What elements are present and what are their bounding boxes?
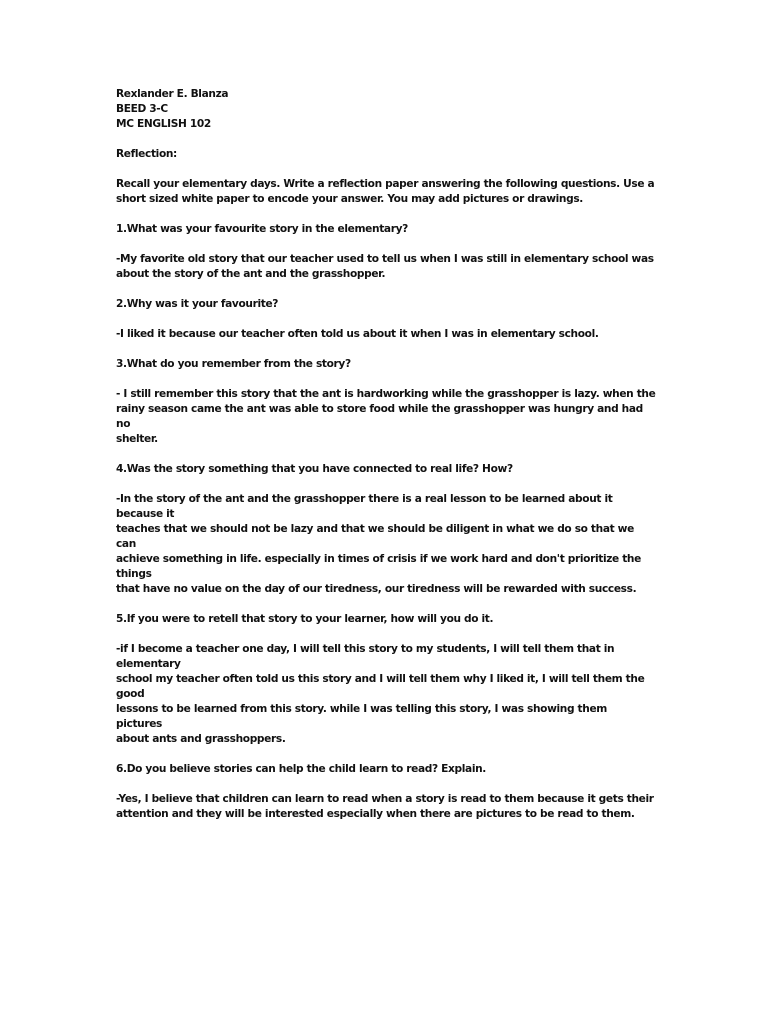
question-1: 1.What was your favourite story in the elementary?	[116, 223, 408, 235]
instructions-line: short sized white paper to encode your answer. You may add pictures or drawings.	[116, 193, 583, 205]
answer-6-line: -Yes, I believe that children can learn to read when a story is read to them because it gets their	[116, 793, 654, 805]
answer-2-line: -I liked it because our teacher often told us about it when I was in elementary school.	[116, 328, 599, 340]
document-heading: Reflection:	[116, 148, 177, 160]
answer-4-line: achieve something in life. especially in times of crisis if we work hard and don't prioritize the things	[116, 553, 641, 580]
answer-5-line: -if I become a teacher one day, I will tell this story to my students, I will tell them that in elementary	[116, 643, 615, 670]
answer-4-line: that have no value on the day of our tiredness, our tiredness will be rewarded with success.	[116, 583, 637, 595]
question-2: 2.Why was it your favourite?	[116, 298, 279, 310]
question-6: 6.Do you believe stories can help the child learn to read? Explain.	[116, 763, 486, 775]
answer-6-line: attention and they will be interested especially when there are pictures to be read to them.	[116, 808, 635, 820]
question-3: 3.What do you remember from the story?	[116, 358, 351, 370]
answer-4-line: -In the story of the ant and the grasshopper there is a real lesson to be learned about it because it	[116, 493, 613, 520]
answer-3-line: - I still remember this story that the ant is hardworking while the grasshopper is lazy. when the	[116, 388, 656, 400]
answer-5-line: school my teacher often told us this story and I will tell them why I liked it, I will tell them the good	[116, 673, 645, 700]
question-5: 5.If you were to retell that story to your learner, how will you do it.	[116, 613, 494, 625]
answer-4-line: teaches that we should not be lazy and that we should be diligent in what we do so that we can	[116, 523, 634, 550]
answer-3-line: shelter.	[116, 433, 158, 445]
answer-5-line: lessons to be learned from this story. while I was telling this story, I was showing them pictures	[116, 703, 607, 730]
answer-3-line: rainy season came the ant was able to store food while the grasshopper was hungry and had no	[116, 403, 643, 430]
answer-1-line: -My favorite old story that our teacher used to tell us when I was still in elementary school was	[116, 253, 654, 265]
student-section: BEED 3-C	[116, 103, 168, 115]
answer-5-line: about ants and grasshoppers.	[116, 733, 286, 745]
answer-1-line: about the story of the ant and the grasshopper.	[116, 268, 386, 280]
student-name: Rexlander E. Blanza	[116, 88, 229, 100]
document-body	[116, 87, 656, 822]
course-code: MC ENGLISH 102	[116, 118, 211, 130]
instructions-line: Recall your elementary days. Write a reflection paper answering the following questions. Use a	[116, 178, 655, 190]
question-4: 4.Was the story something that you have connected to real life? How?	[116, 463, 513, 475]
